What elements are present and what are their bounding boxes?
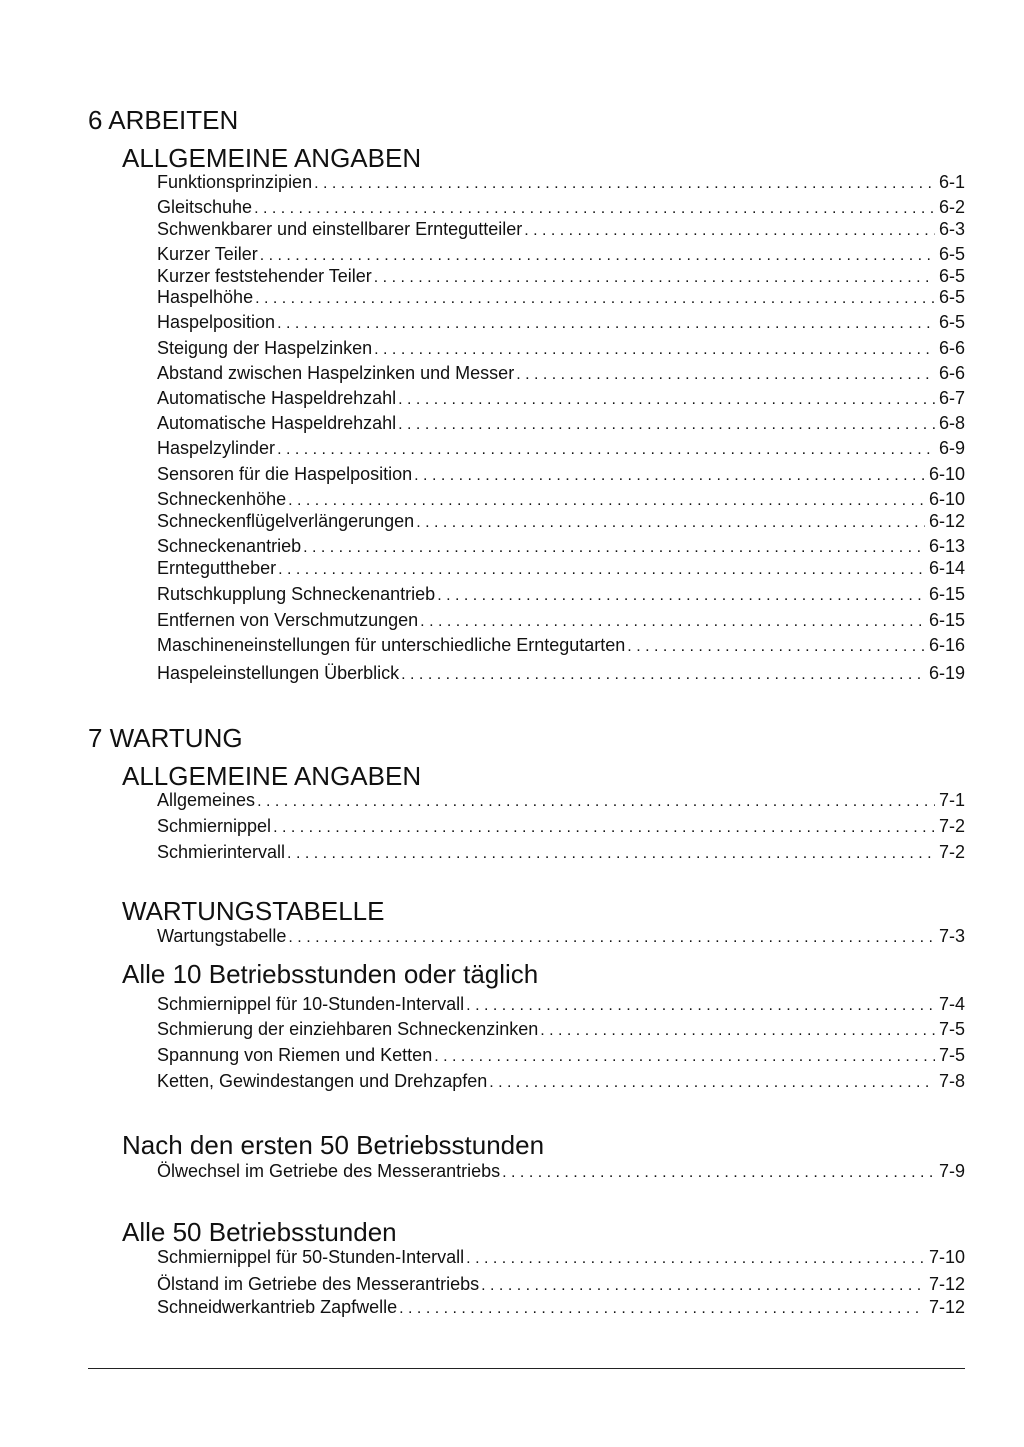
toc-entry-text: Schmiernippel <box>157 816 272 836</box>
toc-entry-text: Automatische Haspeldrehzahl <box>157 413 397 433</box>
toc-leader-dots <box>489 1072 935 1094</box>
toc-entry-text: Ölstand im Getriebe des Messerantriebs <box>157 1274 480 1294</box>
toc-entry-page: 6-16 <box>928 635 965 655</box>
toc-entry[interactable] <box>157 171 965 193</box>
toc-leader-dots <box>466 995 935 1017</box>
toc-leader-dots <box>502 1162 935 1184</box>
toc-leader-dots <box>278 559 925 581</box>
footer-rule <box>88 1368 965 1369</box>
toc-entry[interactable] <box>157 583 965 605</box>
toc-entry-text: Kurzer Teiler <box>157 244 258 264</box>
toc-leader-dots <box>260 245 935 267</box>
toc-entry-text: Haspelposition <box>157 312 276 332</box>
toc-entry-page: 6-2 <box>938 197 965 217</box>
section-title: ALLGEMEINE ANGABEN <box>122 143 422 173</box>
toc-entry-page: 6-10 <box>928 489 965 509</box>
toc-entry-text: Schneckenhöhe <box>157 489 287 509</box>
toc-entry-text: Schneidwerkantrieb Zapfwelle <box>157 1297 398 1317</box>
toc-entry-page: 7-4 <box>938 994 965 1014</box>
toc-leader-dots <box>398 389 935 411</box>
toc-entry-page: 7-12 <box>928 1297 965 1317</box>
toc-entry-page: 6-5 <box>938 266 965 286</box>
toc-entry[interactable] <box>157 1296 965 1318</box>
toc-entry[interactable] <box>157 510 965 532</box>
toc-entry-page: 6-13 <box>928 536 965 556</box>
toc-entry-text: Ölwechsel im Getriebe des Messerantriebs <box>157 1161 501 1181</box>
toc-leader-dots <box>277 439 935 461</box>
toc-entry-page: 7-9 <box>938 1161 965 1181</box>
toc-entry-text: Schmierung der einziehbaren Schneckenzinken <box>157 1019 539 1039</box>
section-title: WARTUNGSTABELLE <box>122 896 385 926</box>
toc-entry-text: Haspeleinstellungen Überblick <box>157 663 400 683</box>
toc-entry-page: 6-12 <box>928 511 965 531</box>
toc-entry-text: Spannung von Riemen und Ketten <box>157 1045 433 1065</box>
toc-entry-text: Sensoren für die Haspelposition <box>157 464 413 484</box>
toc-leader-dots <box>416 512 925 534</box>
toc-entry-page: 6-9 <box>938 438 965 458</box>
toc-entry-text: Steigung der Haspelzinken <box>157 338 373 358</box>
toc-leader-dots <box>437 585 925 607</box>
toc-entry-text: Allgemeines <box>157 790 256 810</box>
toc-entry-text: Funktionsprinzipien <box>157 172 313 192</box>
toc-leader-dots <box>303 537 925 559</box>
toc-entry[interactable] <box>157 609 965 631</box>
toc-entry[interactable] <box>157 311 965 333</box>
toc-entry[interactable] <box>157 337 965 359</box>
toc-leader-dots <box>314 173 935 195</box>
toc-leader-dots <box>257 791 935 813</box>
toc-entry-page: 6-14 <box>928 558 965 578</box>
toc-entry-page: 6-7 <box>938 388 965 408</box>
toc-entry[interactable] <box>157 286 965 308</box>
toc-entry-text: Entfernen von Verschmutzungen <box>157 610 419 630</box>
toc-entry-text: Haspelhöhe <box>157 287 254 307</box>
toc-entry[interactable] <box>157 841 965 863</box>
toc-leader-dots <box>399 1298 925 1320</box>
toc-entry[interactable] <box>157 1160 965 1182</box>
toc-entry[interactable] <box>157 1070 965 1092</box>
toc-entry-text: Automatische Haspeldrehzahl <box>157 388 397 408</box>
toc-leader-dots <box>254 198 935 220</box>
section-title: Alle 10 Betriebsstunden oder täglich <box>122 959 539 989</box>
toc-entry-page: 7-2 <box>938 816 965 836</box>
toc-entry-text: Schneckenantrieb <box>157 536 302 556</box>
toc-entry[interactable] <box>157 815 965 837</box>
toc-entry[interactable] <box>157 412 965 434</box>
toc-entry-text: Ketten, Gewindestangen und Drehzapfen <box>157 1071 488 1091</box>
toc-entry-page: 6-1 <box>938 172 965 192</box>
toc-entry[interactable] <box>157 463 965 485</box>
toc-entry-text: Haspelzylinder <box>157 438 276 458</box>
toc-entry-page: 6-6 <box>938 363 965 383</box>
toc-entry[interactable] <box>157 662 965 684</box>
toc-entry-text: Kurzer feststehender Teiler <box>157 266 372 286</box>
toc-leader-dots <box>481 1275 925 1297</box>
toc-entry-page: 6-19 <box>928 663 965 683</box>
toc-entry[interactable] <box>157 535 965 557</box>
toc-entry[interactable] <box>157 1018 965 1040</box>
toc-leader-dots <box>288 490 925 512</box>
toc-leader-dots <box>627 636 925 658</box>
toc-entry-page: 6-10 <box>928 464 965 484</box>
toc-entry-page: 7-12 <box>928 1274 965 1294</box>
toc-entry-text: Schmiernippel für 10-Stunden-Intervall <box>157 994 465 1014</box>
toc-entry[interactable] <box>157 488 965 510</box>
toc-entry[interactable] <box>157 993 965 1015</box>
toc-entry-page: 7-1 <box>938 790 965 810</box>
toc-leader-dots <box>524 220 935 242</box>
toc-entry-text: Wartungstabelle <box>157 926 287 946</box>
toc-entry-text: Schneckenflügelverlängerungen <box>157 511 415 531</box>
chapter-title: 7 WARTUNG <box>88 723 243 753</box>
toc-leader-dots <box>540 1020 935 1042</box>
toc-entry[interactable] <box>157 925 965 947</box>
toc-entry-page: 6-5 <box>938 312 965 332</box>
toc-leader-dots <box>255 288 935 310</box>
toc-entry-page: 7-5 <box>938 1019 965 1039</box>
section-title: Nach den ersten 50 Betriebsstunden <box>122 1130 545 1160</box>
toc-entry[interactable] <box>157 196 965 218</box>
toc-entry-text: Rutschkupplung Schneckenantrieb <box>157 584 436 604</box>
toc-entry[interactable] <box>157 437 965 459</box>
toc-entry[interactable] <box>157 634 965 656</box>
toc-entry-page: 7-5 <box>938 1045 965 1065</box>
toc-entry-text: Maschineneinstellungen für unterschiedliche Erntegutarten <box>157 635 626 655</box>
toc-entry[interactable] <box>157 362 965 384</box>
toc-leader-dots <box>420 611 925 633</box>
toc-leader-dots <box>277 313 935 335</box>
toc-entry[interactable] <box>157 1044 965 1066</box>
toc-entry[interactable] <box>157 557 965 579</box>
toc-entry[interactable] <box>157 265 965 287</box>
toc-entry-page: 6-8 <box>938 413 965 433</box>
toc-entry[interactable] <box>157 387 965 409</box>
toc-entry-page: 7-8 <box>938 1071 965 1091</box>
toc-entry-text: Schwenkbarer und einstellbarer Erntegutteiler <box>157 219 523 239</box>
toc-leader-dots <box>434 1046 935 1068</box>
toc-leader-dots <box>287 843 935 865</box>
toc-entry-page: 6-6 <box>938 338 965 358</box>
toc-entry-text: Gleitschuhe <box>157 197 253 217</box>
toc-entry-page: 7-2 <box>938 842 965 862</box>
toc-entry-page: 6-3 <box>938 219 965 239</box>
toc-entry-text: Ernteguttheber <box>157 558 277 578</box>
toc-leader-dots <box>516 364 935 386</box>
toc-entry-page: 6-5 <box>938 244 965 264</box>
toc-entry[interactable] <box>157 789 965 811</box>
toc-leader-dots <box>466 1248 925 1270</box>
toc-leader-dots <box>288 927 935 949</box>
toc-entry-page: 6-15 <box>928 584 965 604</box>
toc-leader-dots <box>414 465 925 487</box>
chapter-title: 6 ARBEITEN <box>88 105 239 135</box>
toc-leader-dots <box>273 817 935 839</box>
toc-leader-dots <box>374 339 935 361</box>
toc-entry-text: Schmierintervall <box>157 842 286 862</box>
toc-entry[interactable] <box>157 218 965 240</box>
toc-entry-page: 6-5 <box>938 287 965 307</box>
section-title: Alle 50 Betriebsstunden <box>122 1217 397 1247</box>
toc-entry[interactable] <box>157 1246 965 1268</box>
toc-entry-page: 7-10 <box>928 1247 965 1267</box>
toc-entry-text: Abstand zwischen Haspelzinken und Messer <box>157 363 515 383</box>
toc-leader-dots <box>398 414 935 436</box>
toc-entry-page: 7-3 <box>938 926 965 946</box>
toc-entry[interactable] <box>157 1273 965 1295</box>
section-title: ALLGEMEINE ANGABEN <box>122 761 422 791</box>
toc-entry-page: 6-15 <box>928 610 965 630</box>
toc-leader-dots <box>401 664 925 686</box>
toc-entry-text: Schmiernippel für 50-Stunden-Intervall <box>157 1247 465 1267</box>
toc-entry[interactable] <box>157 243 965 265</box>
